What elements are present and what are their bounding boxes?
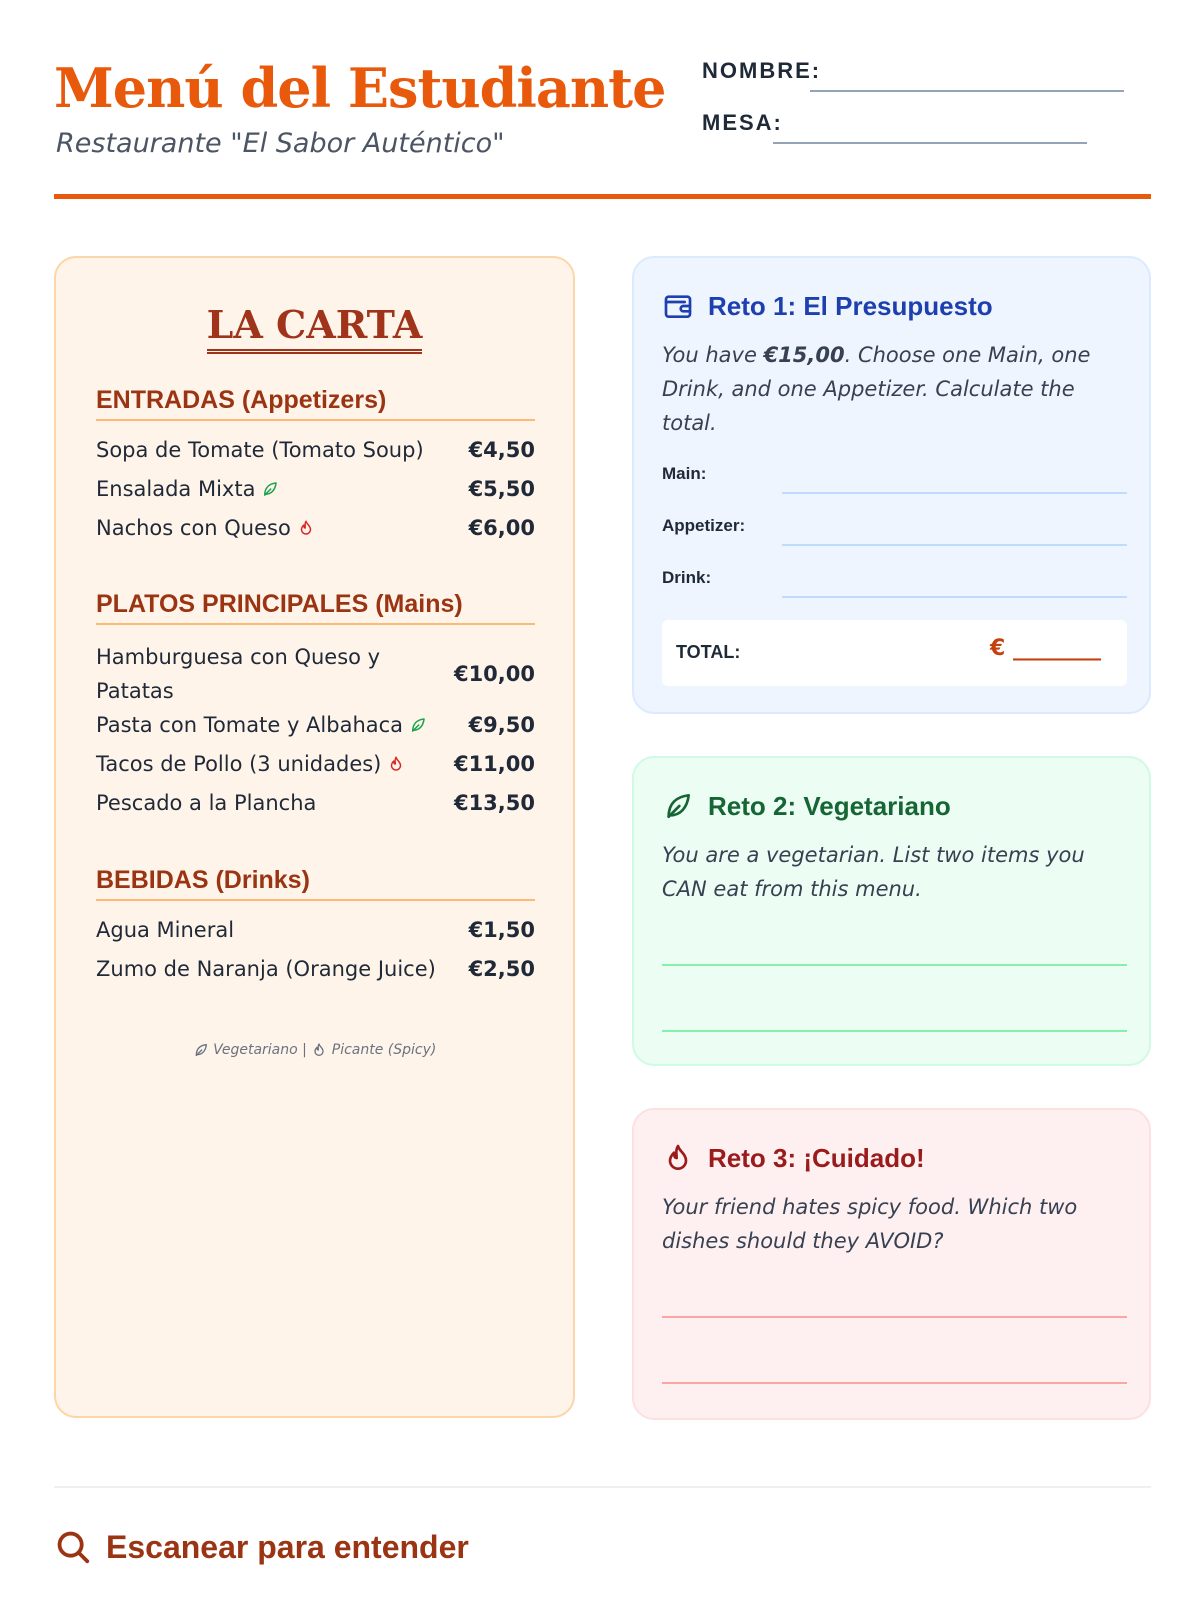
menu-card: [54, 256, 575, 1418]
challenge-vegetarian-card: [632, 756, 1151, 1066]
flame-icon: [297, 519, 315, 537]
wallet-icon: [662, 290, 694, 322]
name-input-line[interactable]: [810, 90, 1124, 92]
item-price: €11,00: [453, 752, 535, 776]
table-input-line[interactable]: [773, 142, 1087, 144]
item-price: €2,50: [468, 957, 535, 981]
item-name: Zumo de Naranja (Orange Juice): [96, 957, 436, 981]
scan-label: Escanear para entender: [106, 1528, 469, 1565]
menu-item: [96, 957, 535, 981]
menu-legend: [56, 1042, 573, 1058]
leaf-icon: [261, 480, 279, 498]
item-name: Agua Mineral: [96, 918, 235, 942]
total-label: TOTAL:: [676, 642, 741, 662]
item-name: Tacos de Pollo (3 unidades): [96, 752, 382, 776]
item-price: €4,50: [468, 438, 535, 462]
main-label: Main:: [662, 464, 707, 483]
item-price: €6,00: [468, 516, 535, 540]
section-drinks-heading: BEBIDAS (Drinks): [96, 866, 535, 901]
flame-icon: [311, 1042, 327, 1058]
menu-item: [96, 713, 535, 737]
vegetarian-answer-line-2[interactable]: [662, 1030, 1127, 1032]
header-divider: [54, 194, 1151, 199]
menu-item: [96, 791, 535, 815]
challenge-vegetarian-heading: Reto 2: Vegetariano: [662, 790, 951, 822]
challenge-careful-text: Your friend hates spicy food. Which two dishes should they AVOID?: [662, 1195, 1078, 1253]
legend-spicy: Picante (Spicy): [331, 1042, 437, 1058]
menu-item: [96, 752, 535, 776]
item-price: €9,50: [468, 713, 535, 737]
item-price: €13,50: [453, 791, 535, 815]
leaf-icon: [409, 716, 427, 734]
appetizer-answer-line[interactable]: [782, 544, 1127, 546]
item-name: Ensalada Mixta: [96, 477, 256, 501]
leaf-icon: [662, 790, 694, 822]
challenge-careful-heading: Reto 3: ¡Cuidado!: [662, 1142, 925, 1174]
item-name: Pasta con Tomate y Albahaca: [96, 713, 404, 737]
section-mains-heading: PLATOS PRINCIPALES (Mains): [96, 590, 535, 625]
challenge-budget-text: You have €15,00. Choose one Main, one Drink, and one Appetizer. Calculate the total.: [662, 343, 1091, 435]
page-title: Menú del Estudiante: [54, 56, 666, 120]
challenge-budget-card: [632, 256, 1151, 714]
search-icon: [54, 1528, 92, 1566]
challenge-budget-heading: Reto 1: El Presupuesto: [662, 290, 993, 322]
item-name: Sopa de Tomate (Tomato Soup): [96, 438, 424, 462]
menu-item: [96, 640, 535, 708]
item-price: €10,00: [453, 662, 535, 686]
challenge-vegetarian-text: You are a vegetarian. List two items you CAN eat from this menu.: [662, 843, 1085, 901]
menu-title: LA CARTA: [56, 302, 573, 347]
challenge-careful-card: [632, 1108, 1151, 1420]
drink-answer-line[interactable]: [782, 596, 1127, 598]
careful-answer-line-2[interactable]: [662, 1382, 1127, 1384]
table-label: MESA:: [702, 110, 783, 135]
total-box[interactable]: [662, 620, 1127, 686]
legend-vegetarian: Vegetariano |: [213, 1042, 307, 1058]
restaurant-subtitle: Restaurante "El Sabor Auténtico": [56, 128, 505, 159]
footer-divider: [54, 1486, 1151, 1488]
menu-item: [96, 477, 535, 501]
budget-amount: €15,00: [763, 343, 845, 367]
worksheet-header: [54, 50, 1151, 202]
menu-item: [96, 516, 535, 540]
appetizer-label: Appetizer:: [662, 516, 746, 535]
leaf-icon: [193, 1042, 209, 1058]
flame-icon: [662, 1142, 694, 1174]
item-price: €1,50: [468, 918, 535, 942]
main-answer-line[interactable]: [782, 492, 1127, 494]
flame-icon: [387, 755, 405, 773]
drink-label: Drink:: [662, 568, 712, 587]
vegetarian-answer-line-1[interactable]: [662, 964, 1127, 966]
name-label: NOMBRE:: [702, 58, 822, 83]
menu-item: [96, 918, 535, 942]
section-appetizers-heading: ENTRADAS (Appetizers): [96, 386, 535, 421]
menu-item: [96, 438, 535, 462]
careful-answer-line-1[interactable]: [662, 1316, 1127, 1318]
item-name: Pescado a la Plancha: [96, 791, 317, 815]
scan-footer[interactable]: [54, 1528, 469, 1566]
total-value: € ________: [990, 636, 1101, 661]
item-price: €5,50: [468, 477, 535, 501]
item-name: Nachos con Queso: [96, 516, 291, 540]
item-name: Hamburguesa con Queso y Patatas: [96, 645, 381, 703]
